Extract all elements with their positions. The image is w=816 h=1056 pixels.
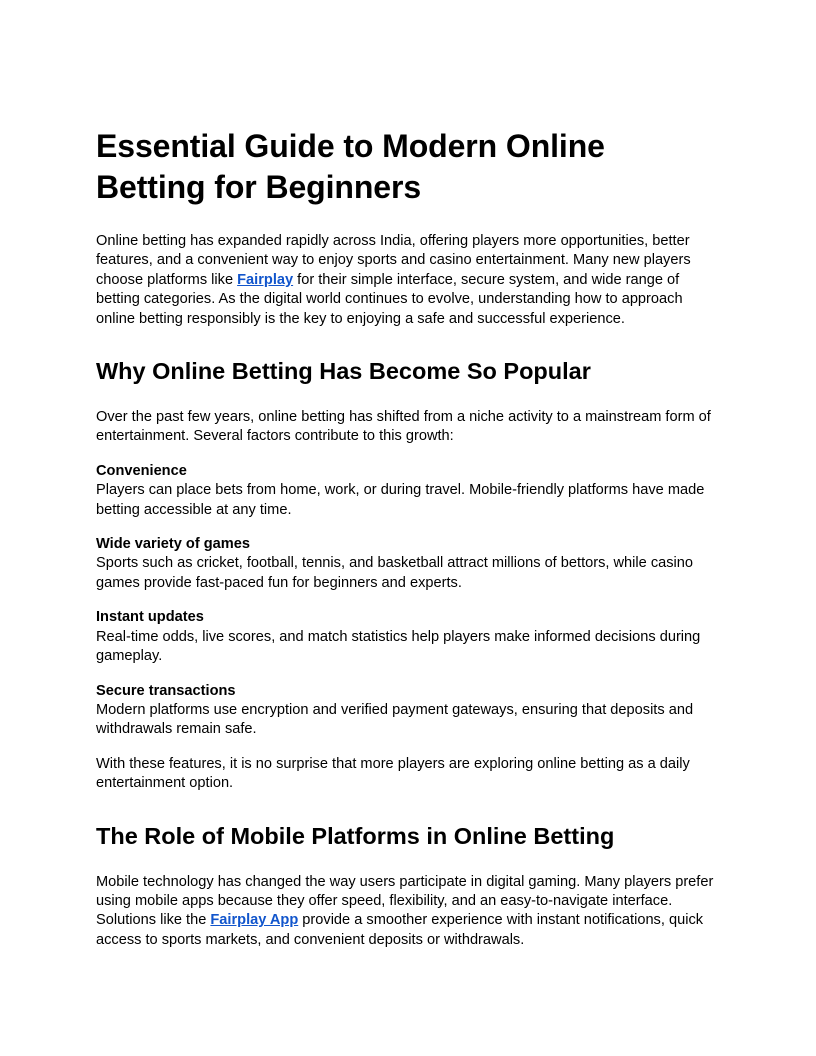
- feature-item-variety: [96, 535, 720, 593]
- feature-description: Modern platforms use encryption and verified payment gateways, ensuring that deposits and withdrawals remain safe.: [96, 701, 694, 738]
- feature-item-secure: [96, 682, 720, 740]
- feature-item-convenience: [96, 462, 720, 520]
- fairplay-link[interactable]: Fairplay: [237, 271, 294, 288]
- intro-text-after-link: for their simple interface, secure system, and wide range of betting categories. As the digital world continues to evolve, understanding how to approach online betting responsibly is the key to enjoying a safe and successful experience.: [96, 271, 683, 327]
- feature-description: Real-time odds, live scores, and match statistics help players make informed decisions during gameplay.: [96, 628, 701, 665]
- fairplay-app-link[interactable]: Fairplay App: [210, 912, 299, 929]
- feature-description: Players can place bets from home, work, or during travel. Mobile-friendly platforms have made betting accessible at any time.: [96, 482, 705, 518]
- feature-description: Sports such as cricket, football, tennis, and basketball attract millions of bettors, while casino games provide fast-paced fun for beginners and experts.: [96, 555, 694, 591]
- section-closing-paragraph: With these features, it is no surprise that more players are exploring online betting as a daily entertainment option.: [96, 755, 690, 792]
- feature-label: Convenience: [96, 462, 187, 479]
- feature-label: Instant updates: [96, 609, 204, 626]
- intro-paragraph: [96, 232, 720, 329]
- feature-label: Secure transactions: [96, 682, 236, 699]
- section-heading-popularity: Why Online Betting Has Become So Popular: [96, 358, 591, 385]
- mobile-text-after-link: provide a smoother experience with instant notifications, quick access to sports markets, and convenient deposits or withdrawals.: [96, 912, 704, 948]
- intro-text-before-link: Online betting has expanded rapidly across India, offering players more opportunities, better features, and a convenient way to enjoy sports and casino entertainment. Many new players choose platforms like: [96, 233, 691, 288]
- feature-label: Wide variety of games: [96, 536, 250, 553]
- page-title: Essential Guide to Modern Online Betting for Beginners: [96, 128, 605, 205]
- section-lead-paragraph: Over the past few years, online betting has shifted from a niche activity to a mainstream form of entertainment. Several factors contribute to this growth:: [96, 409, 711, 445]
- mobile-text-before-link: Mobile technology has changed the way users participate in digital gaming. Many players prefer using mobile apps because they offer speed, flexibility, and an easy-to-navigate interface. Solutions like the: [96, 873, 714, 929]
- section-heading-mobile: The Role of Mobile Platforms in Online Betting: [96, 822, 615, 849]
- mobile-paragraph: [96, 873, 720, 951]
- feature-item-updates: [96, 608, 720, 666]
